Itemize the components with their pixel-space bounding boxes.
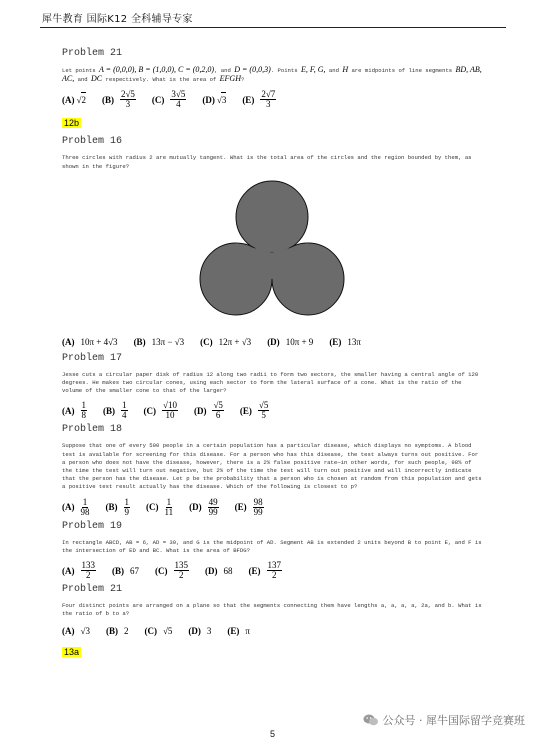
choice-b: (B) $\frac{1}{4}$ xyxy=(103,400,127,421)
problem-text: Three circles with radius 2 are mutually tangent. What is the total area of the circles and the region bounded by them, as shown in the figure? xyxy=(62,154,472,170)
answer-choices xyxy=(62,624,482,638)
choice-e: (E) $\frac{137}{2}$ xyxy=(248,560,281,581)
problem-title: Problem 19 xyxy=(62,520,123,532)
problem-text: Four distinct points are arranged on a plane so that the segments connecting them have lengths a, a, a, a, 2a, and b. What is the ratio of b to a? xyxy=(62,602,482,618)
choice-a: (A) 10π + 4√3 xyxy=(62,336,118,347)
problem-text: Let points A = (0,0,0), B = (1,0,0), C = (0,2,0), and D = (0,0,3). Points E, F, G, and H are midpoints of line segments BD, AB, AC, and DC respectively. What is the area of EFGH? xyxy=(62,65,482,84)
answer-key-highlight: 13a xyxy=(64,647,80,658)
choice-b: (B) $\frac{1}{9}$ xyxy=(105,496,129,517)
choice-c: (C) 12π + √3 xyxy=(200,336,252,347)
choice-d: (D) √ 3 xyxy=(202,92,226,107)
choice-a: (A) √ 2 xyxy=(62,92,86,107)
header-rule xyxy=(40,27,506,28)
answer-choices xyxy=(62,498,482,517)
choice-a: (A) √3 xyxy=(62,626,90,637)
choice-a: (A) $\frac{1}{8}$ xyxy=(62,400,86,421)
choice-d: (D) $\frac{√5}{6}$ xyxy=(193,400,223,421)
problem-text: Suppose that one of every 500 people in a certain population has a particular disease, which displays no symptoms. A blood test is available for screening for this disease. For a person who has this disease, the test always turns out positive. For a person who does not have the disease, however, there is a 2% false positive rate—in other words, for such people, 98% of the time the test will turn out negative, but 2% of the time the test will turn out positive and will incorrectly indicate that the person has the disease. Let p be the probability that a person who is chosen at random from this population and gets a positive test result actually has the disease. Which of the following is closest to p? xyxy=(62,442,482,491)
document-content xyxy=(62,48,482,663)
choice-b: (B) 67 xyxy=(112,565,139,576)
choice-c: (C) $\frac{3√5}{4}$ xyxy=(151,89,186,110)
problem-19-section xyxy=(62,521,482,580)
answer-key-highlight: 12b xyxy=(64,118,80,129)
brand-text: 犀牛教育 国际K12 全科辅导专家 xyxy=(42,14,193,25)
problem-title: Problem 16 xyxy=(62,136,123,148)
page-number: 5 xyxy=(269,729,275,739)
choice-c: (C) √5 xyxy=(144,626,173,637)
choice-e: (E) π xyxy=(227,626,250,637)
wechat-icon xyxy=(363,713,379,727)
choice-e: (E) $\frac{√5}{5}$ xyxy=(239,400,269,421)
choice-e: (E) 13π xyxy=(329,336,361,347)
problem-title: Problem 17 xyxy=(62,352,123,364)
problem-text: In rectangle ABCD, AB = 6, AD = 30, and G is the midpoint of AD. Segment AB is extended 2 units beyond B to point E, and F is the intersection of ED and BC. What is the area of BFDG? xyxy=(62,538,482,554)
problem-21-section xyxy=(62,48,482,134)
choice-a: (A) $\frac{1}{98}$ xyxy=(62,496,90,517)
answer-choices xyxy=(62,401,482,420)
choice-d: (D) 68 xyxy=(205,565,233,576)
watermark-text: 公众号 · 犀牛国际留学竞赛班 xyxy=(382,714,525,727)
answer-choices xyxy=(62,561,482,580)
page-header xyxy=(0,0,545,28)
choice-b: (B) 13π − √3 xyxy=(133,336,185,347)
choice-d: (D) $\frac{49}{99}$ xyxy=(189,496,218,517)
problem-title: Problem 21 xyxy=(62,584,123,596)
choice-e: (E) $\frac{98}{99}$ xyxy=(234,496,263,517)
answer-choices xyxy=(62,335,482,349)
choice-c: (C) $\frac{√10}{10}$ xyxy=(143,400,177,421)
choice-e: (E) $\frac{2√7}{3}$ xyxy=(242,89,276,110)
problem-21b-section xyxy=(62,584,482,663)
choice-d: (D) 10π + 9 xyxy=(267,336,314,347)
problem-text: Jesse cuts a circular paper disk of radius 12 along two radii to form two sectors, the smaller having a central angle of 120 degrees. He makes two circular cones, using each sector to form the lateral surface of a cone. What is the ratio of the volume of the smaller cone to that of the larger? xyxy=(62,370,479,395)
choice-c: (C) $\frac{135}{2}$ xyxy=(155,560,188,581)
choice-b: (B) $\frac{2√5}{3}$ xyxy=(101,89,135,110)
problem-title: Problem 18 xyxy=(62,424,123,436)
problem-16-section xyxy=(62,136,482,348)
answer-choices xyxy=(62,90,482,109)
choice-b: (B) 2 xyxy=(105,626,129,637)
problem-17-section xyxy=(62,353,482,421)
top-circle xyxy=(236,181,308,253)
wechat-watermark xyxy=(363,712,526,728)
choice-a: (A) $\frac{133}{2}$ xyxy=(62,560,95,581)
problem-18-section xyxy=(62,424,482,516)
three-circles-figure xyxy=(192,177,352,327)
choice-c: (C) $\frac{1}{11}$ xyxy=(146,496,174,517)
problem-title: Problem 21 xyxy=(62,48,123,59)
choice-d: (D) 3 xyxy=(188,626,212,637)
